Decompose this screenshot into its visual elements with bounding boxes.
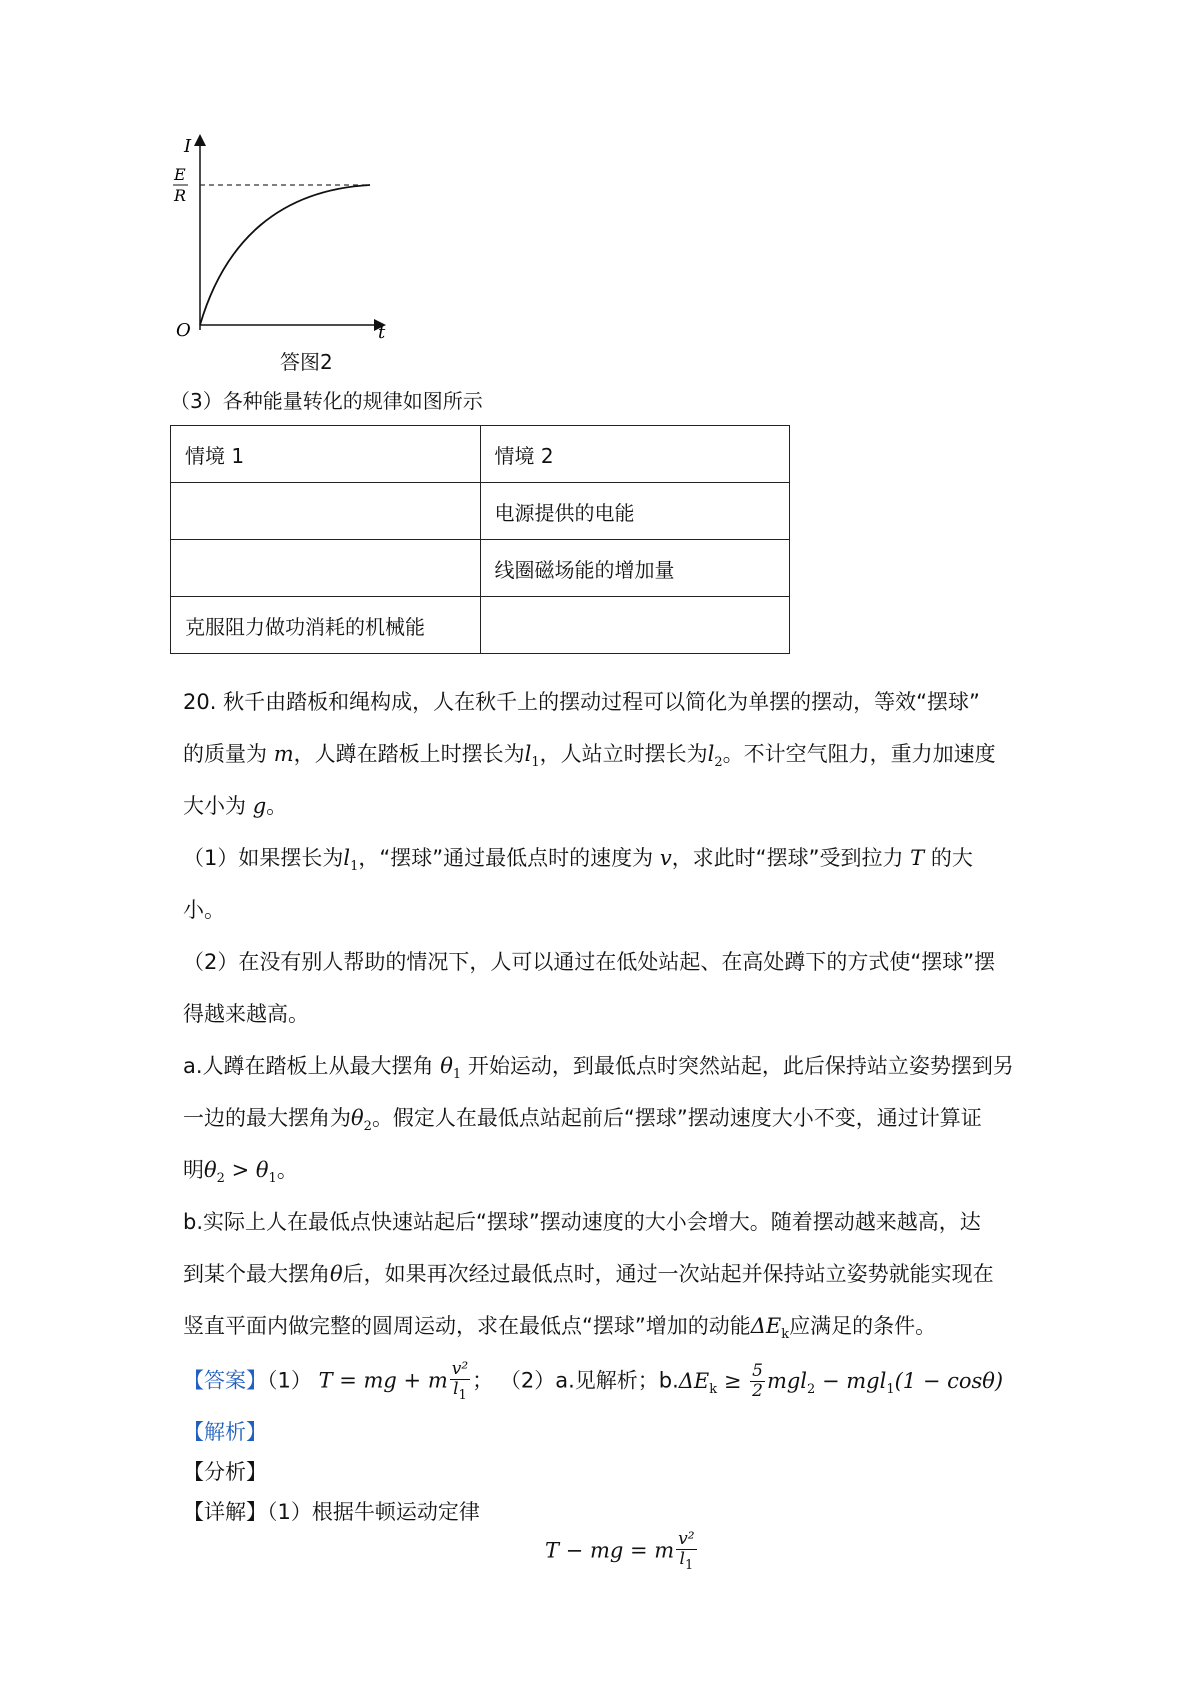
table-header-cell: 情境 1 — [171, 426, 481, 483]
q20-part2-cont: 得越来越高。 — [183, 1002, 309, 1026]
y-axis-label: I — [184, 136, 192, 157]
table-row — [171, 597, 790, 654]
q20-part2b-line2: 到某个最大摆角θ后，如果再次经过最低点时，通过一次站起并保持站立姿势就能实现在 — [183, 1262, 994, 1286]
table-row — [171, 483, 790, 540]
q20-part1: （1）如果摆长为$l_1$，“摆球”通过最低点时的速度为 v，求此时“摆球”受到拉力 T 的大 — [183, 846, 973, 874]
q20-part2a-line3: 明$\theta_2 > \theta_1$。 — [183, 1158, 298, 1186]
figure-caption: 答图2 — [280, 350, 333, 374]
asymptote-den: R — [174, 186, 187, 205]
answer-line: 【答案】（1） T = mg + m $\frac{\text{v²}}{l_1}$ ； （2）a.见解析；$b.\Delta E_k$ ≥ $\frac{5}{2}$ mgl$_2$ − mgl$_1$(1 − cosθ) — [183, 1359, 1004, 1403]
q20-line-2: 的质量为 m，人蹲在踏板上时摆长为$l_1$，人站立时摆长为$l_2$。不计空气阻力，重力加速度 — [183, 742, 996, 770]
q20-part2a-line2: 一边的最大摆角为$\theta_2$。假定人在最低点站起前后“摆球”摆动速度大小不变，通过计算证 — [183, 1106, 982, 1134]
q20-part2: （2）在没有别人帮助的情况下，人可以通过在低处站起、在高处蹲下的方式使“摆球”摆 — [183, 950, 996, 974]
q20-part2b-line3: 竖直平面内做完整的圆周运动，求在最低点“摆球”增加的动能$\Delta E_k$应满足的条件。 — [183, 1314, 937, 1342]
detail-line: 【详解】（1）根据牛顿运动定律 — [183, 1500, 480, 1524]
table-header-row — [171, 426, 790, 483]
origin-label: O — [176, 320, 191, 340]
q20-line-1: 20. 秋千由踏板和绳构成，人在秋千上的摆动过程可以简化为单摆的摆动，等效“摆球” — [183, 690, 980, 714]
table-cell: 线圈磁场能的增加量 — [480, 540, 790, 597]
current-time-graph — [170, 130, 430, 340]
q20-line-3: 大小为 g。 — [183, 794, 288, 818]
section-3-intro: （3）各种能量转化的规律如图所示 — [170, 389, 483, 413]
table-cell — [480, 597, 790, 654]
table-cell: 电源提供的电能 — [480, 483, 790, 540]
table-header-cell: 情境 2 — [480, 426, 790, 483]
energy-table — [170, 425, 790, 654]
table-row — [171, 540, 790, 597]
q20-part1-cont: 小。 — [183, 898, 225, 922]
table-cell — [171, 540, 481, 597]
q20-part2b-line1: b.实际上人在最低点快速站起后“摆球”摆动速度的大小会增大。随着摆动越来越高，达 — [183, 1210, 981, 1234]
x-axis-label: t — [378, 322, 386, 340]
q20-part2a-line1: a.人蹲在踏板上从最大摆角 $\theta_1$ 开始运动，到最低点时突然站起，此后保持站立姿势摆到另 — [183, 1054, 1014, 1082]
table-cell — [171, 483, 481, 540]
analysis-tag: 【解析】 — [183, 1420, 267, 1444]
table-cell: 克服阻力做功消耗的机械能 — [171, 597, 481, 654]
current-curve — [200, 185, 370, 325]
fenxi-tag: 【分析】 — [183, 1460, 267, 1484]
asymptote-num: E — [174, 165, 186, 184]
newton-equation: T − mg = m $\frac{\text{v²}}{l_1}$ — [545, 1529, 695, 1573]
answer-tag: 【答案】 — [183, 1368, 267, 1393]
